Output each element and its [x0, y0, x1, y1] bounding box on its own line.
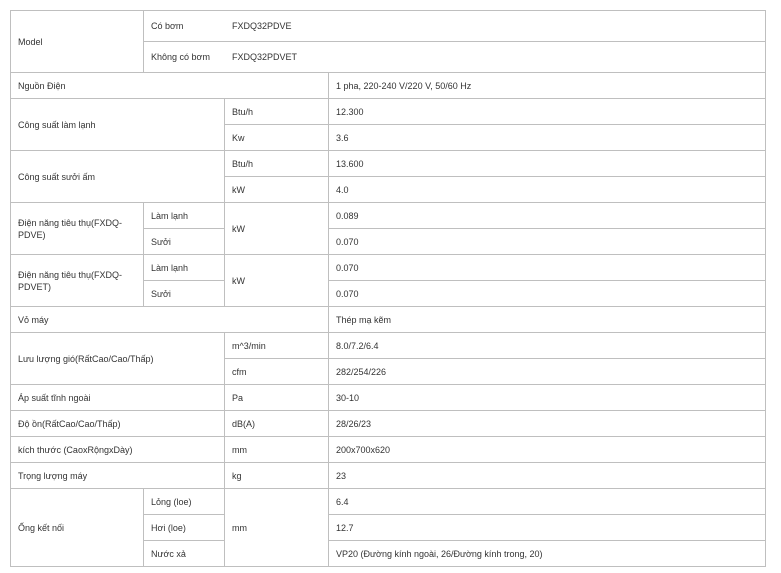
model-pump-value: FXDQ32PDVE: [232, 21, 292, 31]
airflow-value-cfm: 282/254/226: [329, 359, 766, 385]
row-label-weight: Trọng lượng máy: [11, 463, 225, 489]
consumption-pdve-heating-value: 0.070: [329, 229, 766, 255]
piping-gas-label: Hơi (loe): [144, 515, 225, 541]
noise-value: 28/26/23: [329, 411, 766, 437]
spec-table: [10, 10, 766, 567]
row-label-power-source: Nguồn Điện: [11, 73, 329, 99]
table-row: [11, 151, 766, 177]
table-row: [11, 385, 766, 411]
heating-unit-kw: kW: [225, 177, 329, 203]
heating-unit-btu: Btu/h: [225, 151, 329, 177]
heating-value-btu: 13.600: [329, 151, 766, 177]
consumption-pdvet-cooling-label: Làm lạnh: [144, 255, 225, 281]
piping-gas-value: 12.7: [329, 515, 766, 541]
airflow-unit-cfm: cfm: [225, 359, 329, 385]
table-row: [11, 99, 766, 125]
static-pressure-value: 30-10: [329, 385, 766, 411]
consumption-pdvet-heating-value: 0.070: [329, 281, 766, 307]
row-label-casing: Vỏ máy: [11, 307, 329, 333]
cooling-value-kw: 3.6: [329, 125, 766, 151]
airflow-unit-m3: m^3/min: [225, 333, 329, 359]
row-label-noise: Độ ồn(RấtCao/Cao/Thấp): [11, 411, 225, 437]
consumption-pdvet-cooling-value: 0.070: [329, 255, 766, 281]
power-source-value: 1 pha, 220-240 V/220 V, 50/60 Hz: [329, 73, 766, 99]
row-label-heating: Công suất sưởi ấm: [11, 151, 225, 203]
table-row: [11, 333, 766, 359]
weight-unit: kg: [225, 463, 329, 489]
row-label-model: Model: [11, 11, 144, 73]
consumption-pdvet-heating-label: Sưởi: [144, 281, 225, 307]
model-pump-label: Có bơm: [151, 21, 184, 31]
consumption-pdve-cooling-label: Làm lạnh: [144, 203, 225, 229]
consumption-pdvet-unit: kW: [225, 255, 329, 307]
table-row: [11, 73, 766, 99]
dimensions-value: 200x700x620: [329, 437, 766, 463]
cooling-value-btu: 12.300: [329, 99, 766, 125]
cooling-unit-kw: Kw: [225, 125, 329, 151]
airflow-value-m3: 8.0/7.2/6.4: [329, 333, 766, 359]
row-label-consumption-pdve: Điện năng tiêu thụ(FXDQ-PDVE): [11, 203, 144, 255]
cooling-unit-btu: Btu/h: [225, 99, 329, 125]
consumption-pdve-heating-label: Sưởi: [144, 229, 225, 255]
piping-drain-label: Nước xả: [144, 541, 225, 567]
table-row: [11, 203, 766, 229]
row-label-static-pressure: Áp suất tĩnh ngoài: [11, 385, 225, 411]
table-row: [11, 437, 766, 463]
noise-unit: dB(A): [225, 411, 329, 437]
piping-liquid-value: 6.4: [329, 489, 766, 515]
dimensions-unit: mm: [225, 437, 329, 463]
row-label-piping: Ống kết nối: [11, 489, 144, 567]
model-pump-cell: [144, 11, 766, 42]
casing-value: Thép mạ kẽm: [329, 307, 766, 333]
row-label-airflow: Lưu lượng gió(RấtCao/Cao/Thấp): [11, 333, 225, 385]
weight-value: 23: [329, 463, 766, 489]
table-row: [11, 489, 766, 515]
model-nopump-label: Không có bơm: [151, 52, 210, 62]
table-row: [11, 463, 766, 489]
heating-value-kw: 4.0: [329, 177, 766, 203]
table-row: [11, 307, 766, 333]
consumption-pdve-unit: kW: [225, 203, 329, 255]
model-nopump-cell: [144, 42, 766, 73]
piping-unit: mm: [225, 489, 329, 567]
row-label-cooling: Công suất làm lạnh: [11, 99, 225, 151]
consumption-pdve-cooling-value: 0.089: [329, 203, 766, 229]
piping-drain-value: VP20 (Đường kính ngoài, 26/Đường kính trong, 20): [329, 541, 766, 567]
table-row: [11, 255, 766, 281]
table-row: [11, 411, 766, 437]
model-nopump-value: FXDQ32PDVET: [232, 52, 298, 62]
static-pressure-unit: Pa: [225, 385, 329, 411]
table-row: [11, 11, 766, 42]
row-label-dimensions: kích thước (CaoxRộngxDày): [11, 437, 225, 463]
piping-liquid-label: Lỏng (loe): [144, 489, 225, 515]
row-label-consumption-pdvet: Điện năng tiêu thụ(FXDQ-PDVET): [11, 255, 144, 307]
